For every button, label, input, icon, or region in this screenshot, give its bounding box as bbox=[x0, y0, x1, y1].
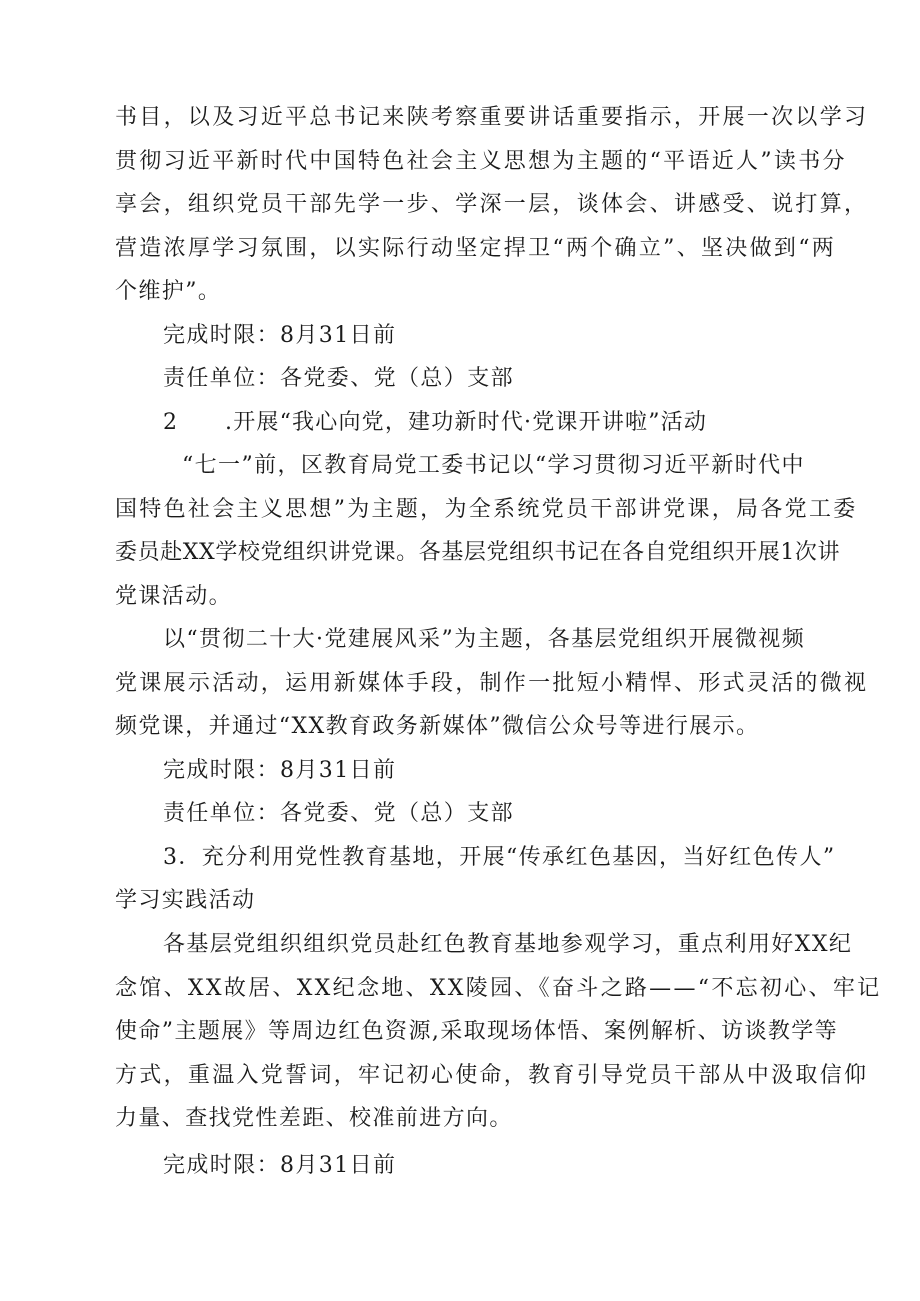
responsible-line: 责任单位：各党委、党（总）支部 bbox=[163, 366, 515, 391]
paragraph-line: 频党课，并通过“XX教育政务新媒体”微信公众号等进行展示。 bbox=[115, 714, 760, 739]
deadline-line: 完成时限：8月31日前 bbox=[163, 323, 397, 348]
paragraph-line: 方式，重温入党誓词，牢记初心使命，教育引导党员干部从中汲取信仰 bbox=[115, 1063, 869, 1088]
paragraph-line: 使命”主题展》等周边红色资源,采取现场体悟、案例解析、访谈教学等 bbox=[115, 1019, 839, 1044]
item-2-number: 2 bbox=[163, 410, 179, 435]
paragraph-line: “七一”前，区教育局党工委书记以“学习贯彻习近平新时代中 bbox=[182, 453, 805, 478]
responsible-line: 责任单位：各党委、党（总）支部 bbox=[163, 801, 515, 826]
paragraph-line: 以“贯彻二十大·党建展风采”为主题，各基层党组织开展微视频 bbox=[163, 627, 806, 652]
paragraph-line: 营造浓厚学习氛围，以实际行动坚定捍卫“两个确立”、坚决做到“两 bbox=[115, 236, 837, 261]
paragraph-line: 党课展示活动，运用新媒体手段，制作一批短小精悍、形式灵活的微视 bbox=[115, 671, 869, 696]
item-2-title: .开展“我心向党，建功新时代·党课开讲啦”活动 bbox=[225, 410, 708, 435]
paragraph-line: 贯彻习近平新时代中国特色社会主义思想为主题的“平语近人”读书分 bbox=[115, 149, 847, 174]
paragraph-line: 享会，组织党员干部先学一步、学深一层，谈体会、讲感受、说打算， bbox=[115, 192, 869, 217]
paragraph-line: 书目，以及习近平总书记来陕考察重要讲话重要指示，开展一次以学习 bbox=[115, 105, 869, 130]
item-2-heading bbox=[163, 408, 707, 438]
paragraph-line: 各基层党组织组织党员赴红色教育基地参观学习，重点利用好XX纪 bbox=[163, 932, 853, 957]
paragraph-line: 力量、查找党性差距、校准前进方向。 bbox=[115, 1106, 513, 1131]
item-3-heading: 3．充分利用党性教育基地，开展“传承红色基因，当好红色传人” bbox=[163, 845, 836, 870]
paragraph-line: 念馆、XX故居、XX纪念地、XX陵园、《奋斗之路——“不忘初心、牢记 bbox=[115, 976, 882, 1001]
paragraph-line: 个维护”。 bbox=[115, 279, 222, 304]
deadline-line: 完成时限：8月31日前 bbox=[163, 758, 397, 783]
deadline-line: 完成时限：8月31日前 bbox=[163, 1153, 397, 1178]
paragraph-line: 委员赴XX学校党组织讲党课。各基层党组织书记在各自党组织开展1次讲 bbox=[115, 540, 841, 565]
item-3-heading-cont: 学习实践活动 bbox=[115, 888, 256, 913]
paragraph-line: 国特色社会主义思想”为主题，为全系统党员干部讲党课，局各党工委 bbox=[115, 497, 858, 522]
paragraph-line: 党课活动。 bbox=[115, 584, 233, 609]
